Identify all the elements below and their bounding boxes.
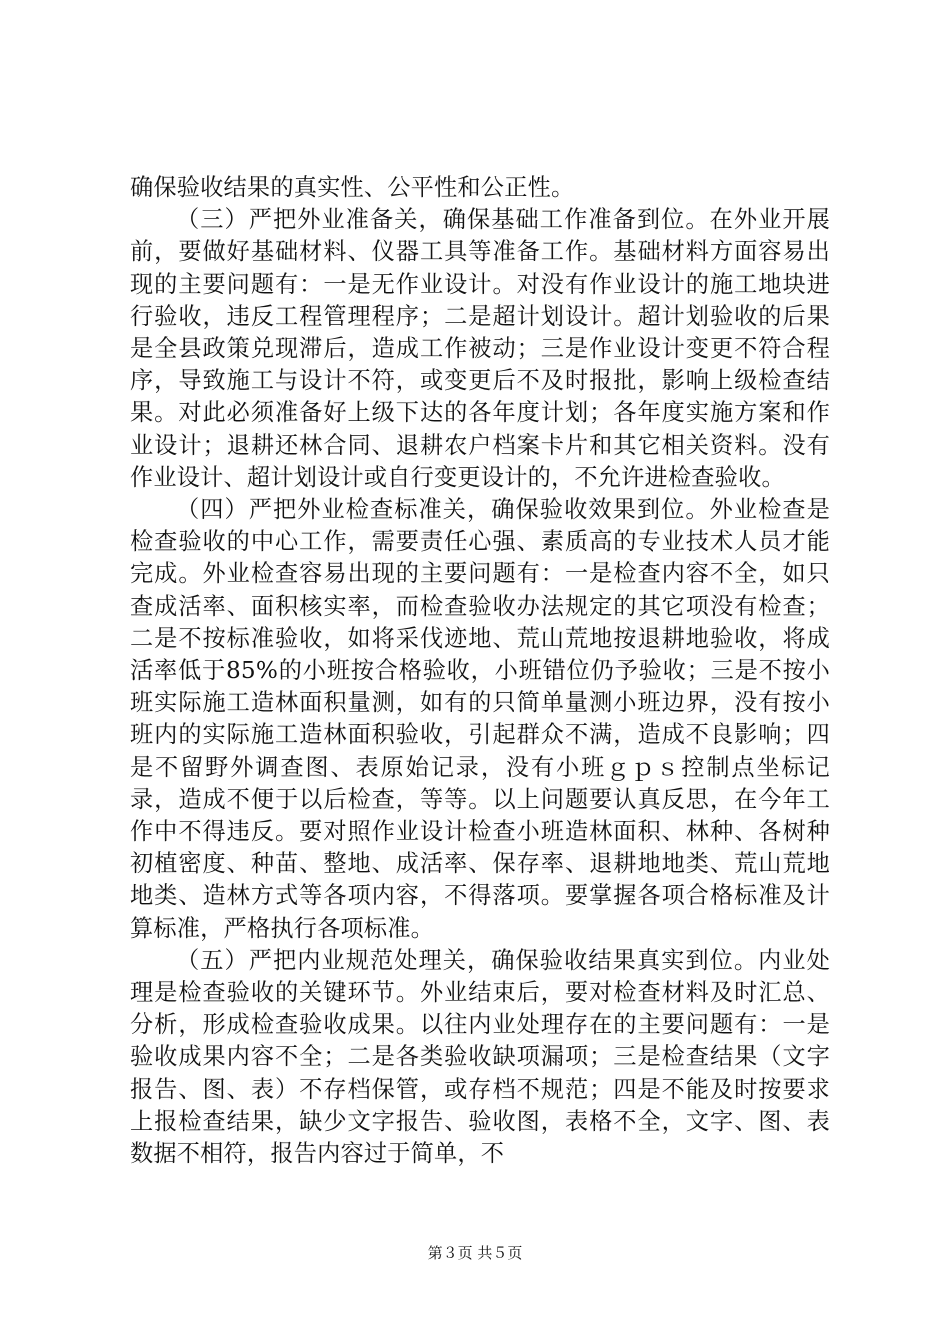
paragraph-section-3: （三）严把外业准备关，确保基础工作准备到位。在外业开展前，要做好基础材料、仪器工具等准备工作。基础材料方面容易出现的主要问题有：一是无作业设计。对没有作业设计的施工地块进行验收，违反工程管理程序；二是超计划设计。超计划验收的后果是全县政策兑现滞后，造成工作被动；三是作业设计变更不符合程序，导致施工与设计不符，或变更后不及时报批，影响上级检查结果。对此必须准备好上级下达的各年度计划；各年度实施方案和作业设计；退耕还林合同、退耕农户档案卡片和其它相关资料。没有作业设计、超计划设计或自行变更设计的，不允许进检查验收。 (130, 206, 830, 491)
paragraph-section-5: （五）严把内业规范处理关，确保验收结果真实到位。内业处理是检查验收的关键环节。外业结束后，要对检查材料及时汇总、分析，形成检查验收成果。以往内业处理存在的主要问题有：一是验收成果内容不全；二是各类验收缺项漏项；三是检查结果（文字报告、图、表）不存档保管，或存档不规范；四是不能及时按要求上报检查结果，缺少文字报告、验收图，表格不全，文字、图、表数据不相符，报告内容过于简单，不 (130, 946, 830, 1168)
document-body (130, 172, 830, 1170)
paragraph-section-4: （四）严把外业检查标准关，确保验收效果到位。外业检查是检查验收的中心工作，需要责任心强、素质高的专业技术人员才能完成。外业检查容易出现的主要问题有：一是检查内容不全，如只查成活率、面积核实率，而检查验收办法规定的其它项没有检查；二是不按标准验收，如将采伐迹地、荒山荒地按退耕地验收，将成活率低于85%的小班按合格验收，小班错位仍予验收；三是不按小班实际施工造林面积量测，如有的只简单量测小班边界，没有按小班内的实际施工造林面积验收，引起群众不满，造成不良影响；四是不留野外调查图、表原始记录，没有小班ｇｐｓ控制点坐标记录，造成不便于以后检查，等等。以上问题要认真反思，在今年工作中不得违反。要对照作业设计检查小班造林面积、林种、各树种初植密度、种苗、整地、成活率、保存率、退耕地地类、荒山荒地地类、造林方式等各项内容，不得落项。要掌握各项合格标准及计算标准，严格执行各项标准。 (130, 496, 830, 942)
page-number-footer: 第３页 共５页 (427, 1244, 523, 1262)
paragraph-continuation: 确保验收结果的真实性、公平性和公正性。 (130, 174, 575, 201)
